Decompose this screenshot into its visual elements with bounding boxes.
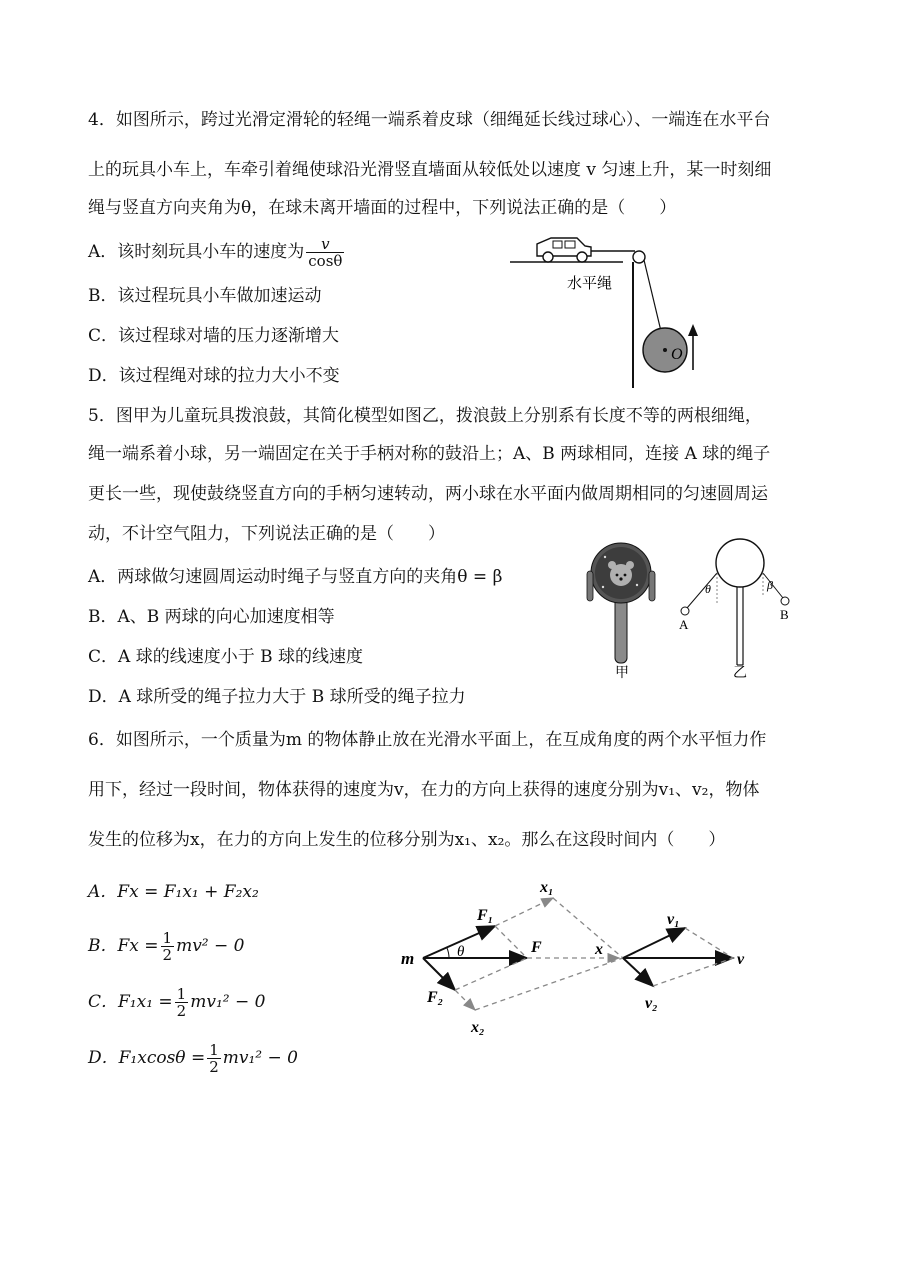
q5-fig-beta-label: β: [767, 578, 773, 592]
q6-option-d-right: mv₁² − 0: [222, 1048, 298, 1068]
q6-fig-x2: x₂: [471, 1019, 485, 1036]
q4-fig-center-label: O: [671, 346, 683, 363]
q5-stem-line3: 更长一些，现使鼓绕竖直方向的手柄匀速转动，两小球在水平面内做周期相同的匀速圆周运: [88, 484, 768, 504]
q5-option-d: D．A 球所受的绳子拉力大于 B 球所受的绳子拉力: [88, 687, 466, 707]
q5-fig-a-label: A: [679, 617, 689, 632]
q6-d-frac-den: 2: [209, 1058, 219, 1076]
q5-option-b: B．A、B 两球的向心加速度相等: [88, 607, 335, 627]
q6-fig-f2: F₂: [427, 989, 444, 1006]
q5-fig-jia-label: 甲: [615, 666, 629, 681]
q4-stem-line3: 绳与竖直方向夹角为θ，在球未离开墙面的过程中，下列说法正确的是（ ）: [88, 198, 677, 218]
q5-stem-line2: 绳一端系着小球，另一端固定在关于手柄对称的鼓沿上；A、B 两球相同，连接 A 球的绳子: [88, 444, 771, 464]
q5-stem-line1: 5．图甲为儿童玩具拨浪鼓，其简化模型如图乙，拨浪鼓上分别系有长度不等的两根细绳，: [88, 406, 762, 426]
q4-option-c: C．该过程球对墙的压力逐渐增大: [88, 326, 340, 346]
q6-stem-line2: 用下，经过一段时间，物体获得的速度为v，在力的方向上获得的速度分别为v₁、v₂，物体: [88, 780, 760, 800]
q4-stem-line2: 上的玩具小车上，车牵引着绳使球沿光滑竖直墙面从较低处以速度 v 匀速上升，某一时刻细: [88, 160, 772, 180]
q6-option-b: [88, 930, 245, 963]
q6-b-frac-den: 2: [162, 946, 173, 964]
q5-option-c: C．A 球的线速度小于 B 球的线速度: [88, 647, 363, 667]
q6-option-a: A．Fx = F₁x₁ + F₂x₂: [88, 882, 259, 902]
q6-option-c-fraction: [175, 986, 189, 1019]
q6-option-c-right: mv₁² − 0: [190, 992, 266, 1012]
q4-option-a: [88, 236, 346, 269]
q4-option-b: B．该过程玩具小车做加速运动: [88, 286, 322, 306]
q6-stem-line1: 6．如图所示，一个质量为m 的物体静止放在光滑水平面上，在互成角度的两个水平恒力作: [88, 730, 767, 750]
pulley-icon: [633, 251, 645, 263]
q6-fig-v: v: [737, 951, 745, 968]
q6-fig-v2: v₂: [645, 995, 658, 1012]
q6-fig-f: F: [531, 939, 542, 956]
q6-option-b-left: B．Fx =: [88, 936, 159, 956]
q4-option-a-text: A．该时刻玩具小车的速度为: [88, 242, 305, 262]
q4-frac-num: v: [306, 236, 344, 253]
q6-option-d: [88, 1042, 298, 1075]
q4-stem-line1: 4．如图所示，跨过光滑定滑轮的轻绳一端系着皮球（细绳延长线过球心）、一端连在水平台: [88, 110, 771, 130]
q4-option-a-fraction: [306, 236, 344, 269]
q6-fig-v1: v₁: [667, 911, 680, 928]
q4-option-d: D．该过程绳对球的拉力大小不变: [88, 366, 340, 386]
q6-figure: [395, 870, 765, 1040]
q6-fig-m: m: [401, 949, 415, 968]
q6-option-d-left: D．F₁xcosθ =: [88, 1048, 206, 1068]
q4-frac-den: cosθ: [308, 252, 343, 270]
q4-figure: [505, 220, 705, 390]
q6-option-b-fraction: [161, 930, 175, 963]
q5-fig-b-label: B: [780, 607, 789, 622]
q6-option-d-fraction: [207, 1042, 221, 1075]
q6-option-c: [88, 986, 265, 1019]
q6-c-frac-den: 2: [176, 1002, 187, 1020]
toy-drum-icon: [587, 543, 655, 663]
q6-option-b-right: mv² − 0: [176, 936, 245, 956]
q5-figure: [575, 535, 815, 685]
q4-fig-rope-label: 水平绳: [567, 276, 613, 292]
q5-stem-line4: 动，不计空气阻力，下列说法正确的是（ ）: [88, 524, 445, 544]
q6-b-frac-num: 1: [162, 929, 173, 947]
q5-fig-yi-label: 乙: [733, 666, 747, 681]
q6-fig-theta: θ: [457, 944, 465, 960]
q6-fig-f1: F₁: [477, 907, 494, 924]
q5-option-a: A．两球做匀速圆周运动时绳子与竖直方向的夹角θ = β: [88, 567, 503, 587]
q6-c-frac-num: 1: [176, 985, 187, 1003]
q6-fig-x: x: [595, 941, 603, 958]
q6-fig-x1: x₁: [540, 879, 554, 896]
toy-car-icon: [537, 238, 591, 262]
q5-fig-theta-label: θ: [705, 582, 711, 596]
up-arrow-icon: [688, 324, 698, 336]
q6-stem-line3: 发生的位移为x，在力的方向上发生的位移分别为x₁、x₂。那么在这段时间内（ ）: [88, 830, 726, 850]
q6-d-frac-num: 1: [209, 1041, 219, 1059]
q6-option-c-left: C．F₁x₁ =: [88, 992, 173, 1012]
